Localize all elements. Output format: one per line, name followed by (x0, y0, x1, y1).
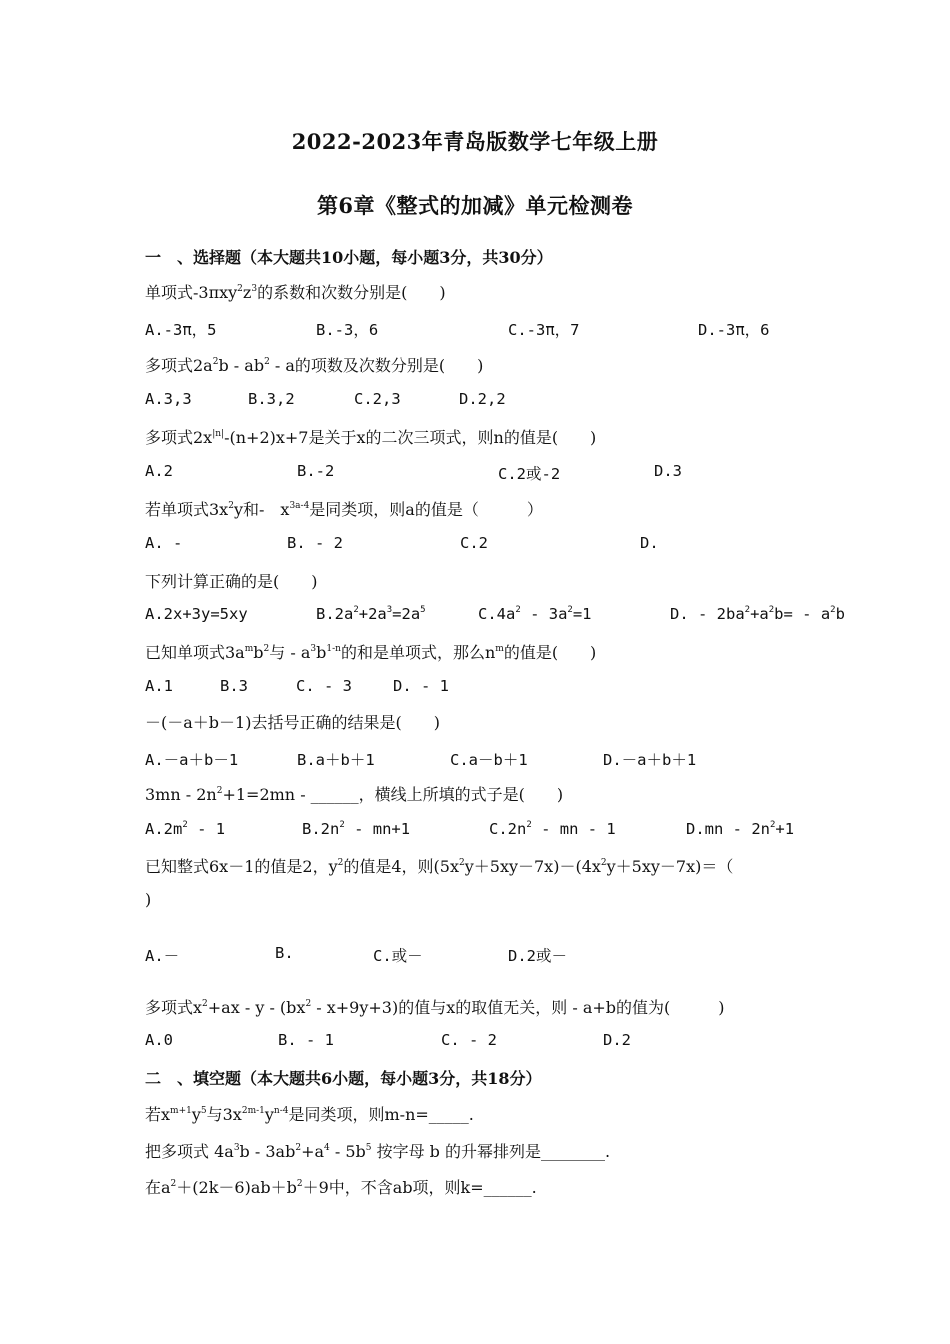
option-a: A. - (145, 534, 183, 552)
option-a: $A.2m^2 - 1$ (145, 820, 226, 838)
option-c: C.或－ (373, 947, 423, 965)
document-subtitle: 第6章《整式的加减》单元检测卷 (316, 193, 634, 218)
option-b: B.-2 (297, 462, 335, 480)
option-a: A.-3π，5 (145, 321, 217, 339)
fill-question-3: 在$a^2+(2k-6)ab+b^2+9$中，不含ab项，则k=______. (145, 1178, 537, 1197)
option-b: $B.2n^2 - mn+1$ (302, 820, 411, 838)
option-c: C.a－b＋1 (450, 751, 528, 769)
option-b: B.a＋b＋1 (297, 751, 375, 769)
option-d: D. (640, 534, 659, 552)
document-title: 2022-2023年青岛版数学七年级上册 (291, 129, 659, 154)
fill-question-1: 若$x^{m+1}y^5$与$3x^{2m-1}y^{n-4}$是同类项，则m-n=_____. (145, 1105, 474, 1124)
question-5: 下列计算正确的是( ) (145, 572, 318, 591)
option-b: $B.2a^2+2a^3=2a^5$ (316, 605, 426, 623)
section-choice-heading: 一 、选择题（本大题共10小题，每小题3分，共30分） (145, 248, 553, 267)
option-c: C. - 2 (441, 1031, 497, 1049)
question-2: 多项式$2a^2b - ab^2$ - a的项数及次数分别是( ) (145, 356, 484, 375)
question-6: 已知单项式$3a^mb^2$与 - $a^3b^{1-n}$的和是单项式，那么$n^m$的值是( ) (145, 643, 597, 662)
option-d: D. - $2ba^2+a^2b= - a^2b$ (670, 605, 845, 623)
option-c: C.2,3 (354, 390, 401, 408)
option-d: D.2,2 (459, 390, 506, 408)
option-b: B. - 2 (287, 534, 343, 552)
option-b: B. (275, 944, 294, 962)
option-a: A.3,3 (145, 390, 192, 408)
option-c: $C.4a^2 - 3a^2=1$ (478, 605, 592, 623)
option-b: B.-3，6 (316, 321, 379, 339)
option-b: B.3,2 (248, 390, 295, 408)
option-d: D. - 1 (393, 677, 449, 695)
option-d: D.3 (654, 462, 682, 480)
question-3: 多项式$2x^{|n|}-(n+2)x+7$是关于x的二次三项式，则n的值是( ) (145, 428, 597, 447)
option-d: D.－a＋b＋1 (603, 751, 697, 769)
option-a: A.－a＋b－1 (145, 751, 239, 769)
question-1: 单项式$-3\pi xy^2z^3$的系数和次数分别是( ) (145, 283, 446, 302)
option-b: B. - 1 (278, 1031, 334, 1049)
option-a: A.－ (145, 947, 180, 965)
option-a: A.2 (145, 462, 173, 480)
option-a: A.0 (145, 1031, 173, 1049)
option-c: C.-3π，7 (508, 321, 580, 339)
question-9: 已知整式6x－1的值是2，$y^2$的值是4，则$(5x^2y+5xy-7x)-(4x^2y+5xy-7x)=$（ (145, 857, 734, 876)
option-d: D.2或－ (508, 947, 567, 965)
option-c: C.2 (460, 534, 488, 552)
section-fill-heading: 二 、填空题（本大题共6小题，每小题3分，共18分） (145, 1069, 542, 1088)
fill-question-2: 把多项式 $4a^3b - 3ab^2+a^4 - 5b^5$ 按字母 b 的升幂排列是________. (145, 1142, 611, 1161)
question-8: $3mn - 2n^2+1=2mn$ - ______，横线上所填的式子是( ) (145, 785, 564, 804)
option-a: A.2x+3y=5xy (145, 605, 248, 623)
option-d: D.-3π，6 (698, 321, 770, 339)
option-d: $D.mn - 2n^2+1$ (686, 820, 795, 838)
option-a: A.1 (145, 677, 173, 695)
question-10: 多项式$x^2+ax - y - (bx^2 - x+9y+3)$的值与x的取值无关，则 - a+b的值为( ) (145, 998, 725, 1017)
option-c: C.2或-2 (498, 465, 561, 483)
option-b: B.3 (220, 677, 248, 695)
option-c: $C.2n^2$ - mn - 1 (489, 820, 616, 838)
question-9-continuation: ) (145, 890, 152, 909)
question-4: 若单项式$3x^2y$和- $x^{3a-4}$是同类项，则a的值是（ ） (145, 500, 543, 519)
option-d: D.2 (603, 1031, 631, 1049)
option-c: C. - 3 (296, 677, 352, 695)
question-7: －(－a＋b－1)去括号正确的结果是( ) (145, 713, 440, 732)
